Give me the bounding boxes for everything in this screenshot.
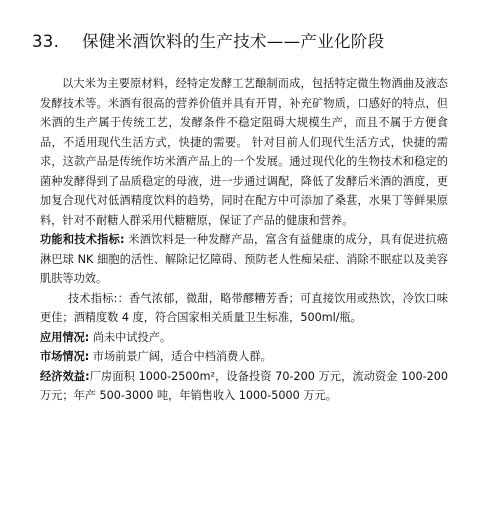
function-paragraph: [40, 230, 448, 289]
application-label: 应用情况:: [40, 330, 90, 344]
market-label: 市场情况:: [40, 350, 90, 363]
economic-label: 经济效益:: [40, 369, 90, 383]
function-text: 米酒饮料是一种发酵产品，富含有益健康的成分，具有促进抗癌淋巴球 NK 細胞的活性、解除记忆障碍、预防老人性痴呆症、消除不眠症以及美容肌肤等功效。: [40, 233, 448, 285]
application-text: 尚未中试投产。: [89, 330, 172, 344]
application-paragraph: [40, 328, 448, 348]
market-text: 市场前景广阔，适合中档消费人群。: [89, 350, 272, 363]
intro-paragraph: 以大米为主要原材料，经特定发酵工艺酿制而成，包括特定微生物酒曲及液态发酵技术等。米酒有很高的营养价值并具有开胃，补充矿物质，口感好的特点，但米酒的生产属于传统工艺，发酵条件不稳定阻碍大规模生产，而且不属于方便食品，不适用现代生活方式，快捷的需要。 针对目前人们现代生活方式，快捷的需求，这款产品是传统作坊米酒产品上的一个发展。通过现代化的生物技术和稳定的菌种发酵得到了品质稳定的母液，进一步通过调配，降低了发酵后米酒的酒度，更加复合现代对低酒精度饮料的趋势，同时在配方中可添加了桑葚，水果丁等鲜果原料，针对不耐糖人群采用代糖糖原，保证了产品的健康和营养。: [40, 77, 448, 227]
section-title: [32, 30, 384, 54]
economic-text: 厂房面积 1000-2500m²，设备投资 70-200 万元，流动资金 100-200 万元；年产 500-3000 吨，年销售收入 1000-5000 万元。: [40, 369, 448, 402]
market-paragraph: [40, 347, 448, 367]
function-label: 功能和技术指标:: [40, 233, 125, 246]
section-title-text: 保健米酒饮料的生产技术——产业化阶段: [82, 32, 385, 51]
tech-paragraph: 技术指标:：香气浓郁，微甜，略带醪糟芳香；可直接饮用或热饮，冷饮口味更佳；酒精度数 4 度，符合国家相关质量卫生标准，500ml/瓶。: [40, 291, 448, 324]
document-body: [40, 74, 448, 406]
section-number: 33.: [32, 32, 60, 51]
economic-paragraph: [40, 367, 448, 406]
